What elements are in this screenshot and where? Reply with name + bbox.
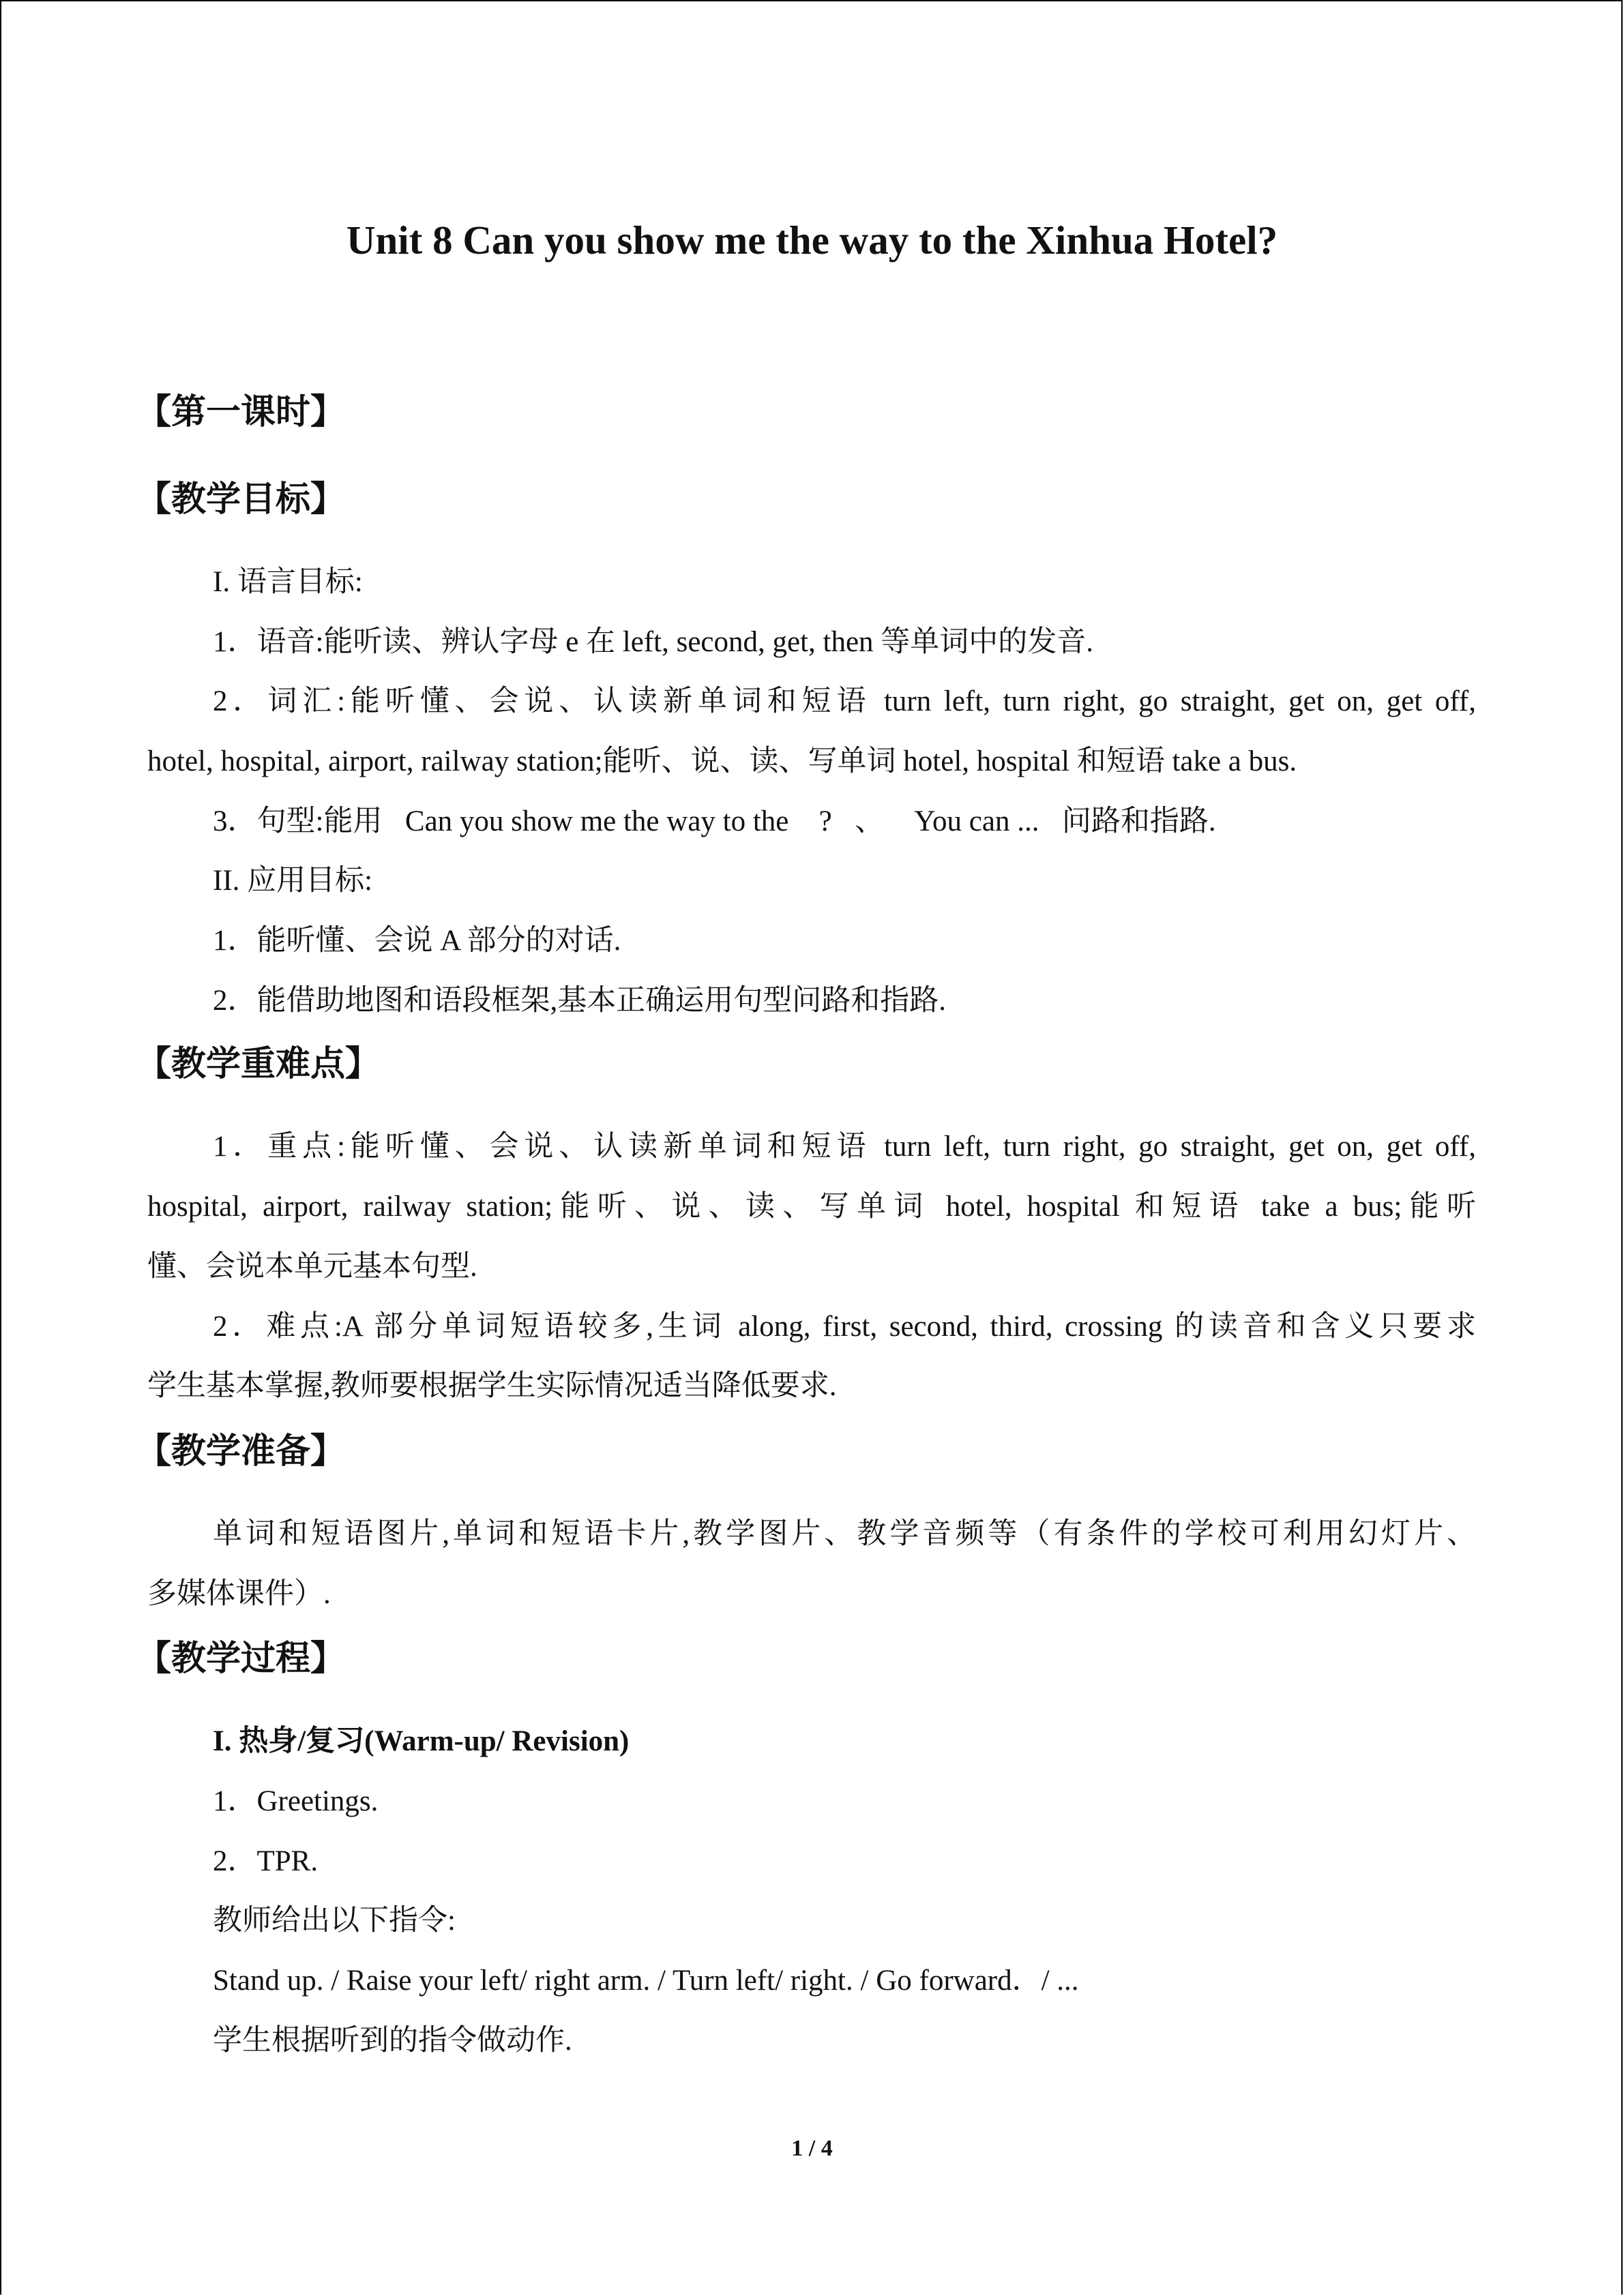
lesson-heading: 【第一课时】 xyxy=(136,392,346,432)
process-step-2: 2．TPR. xyxy=(213,1845,319,1877)
process-heading: 【教学过程】 xyxy=(136,1639,346,1679)
application-item-1: 1．能听懂、会说 A 部分的对话. xyxy=(213,925,621,957)
objective-item-2-line-2: hotel, hospital, airport, railway station;能听、说、读、写单词 hotel, hospital 和短语 take a bus. xyxy=(147,745,1297,777)
key-point-2-line-1: 2．难点:A 部分单词短语较多,生词 along, first, second, third, crossing 的读音和含义只要求 xyxy=(213,1311,1476,1343)
page-number: 1 / 4 xyxy=(791,2136,833,2161)
language-goal-label: I. 语言目标: xyxy=(213,566,363,598)
objective-item-1: 1．语音:能听读、辨认字母 e 在 left, second, get, then 等单词中的发音. xyxy=(213,626,1094,658)
objectives-heading: 【教学目标】 xyxy=(136,479,346,520)
process-step-title: I. 热身/复习(Warm-up/ Revision) xyxy=(213,1725,630,1757)
key-point-1-line-1: 1．重点:能听懂、会说、认读新单词和短语 turn left, turn right, go straight, get on, get off, xyxy=(213,1131,1476,1163)
key-point-2-line-2: 学生基本掌握,教师要根据学生实际情况适当降低要求. xyxy=(147,1370,837,1402)
document-title: Unit 8 Can you show me the way to the Xinhua Hotel? xyxy=(346,218,1278,263)
preparation-line-2: 多媒体课件）. xyxy=(147,1578,331,1610)
process-instruction: 教师给出以下指令: xyxy=(213,1905,456,1937)
key-point-1-line-3: 懂、会说本单元基本句型. xyxy=(147,1251,477,1283)
application-goal-label: II. 应用目标: xyxy=(213,865,373,897)
preparation-line-1: 单词和短语图片,单词和短语卡片,教学图片、教学音频等（有条件的学校可利用幻灯片、 xyxy=(213,1518,1476,1550)
process-response: 学生根据听到的指令做动作. xyxy=(213,2025,572,2057)
application-item-2: 2．能借助地图和语段框架,基本正确运用句型问路和指路. xyxy=(213,985,946,1017)
objective-item-2-line-1: 2．词汇:能听懂、会说、认读新单词和短语 turn left, turn right, go straight, get on, get off, xyxy=(213,685,1476,717)
key-point-1-line-2: hospital, airport, railway station;能听、说、读、写单词 hotel, hospital 和短语 take a bus;能听 xyxy=(147,1191,1476,1223)
process-commands: Stand up. / Raise your left/ right arm. / Turn left/ right. / Go forward．/ ... xyxy=(213,1965,1079,1997)
preparation-heading: 【教学准备】 xyxy=(136,1431,346,1472)
objective-item-3: 3．句型:能用􀀀Can you show me the way to the 􀀀?􀀀、 􀀀You can ...􀀀问路和指路. xyxy=(213,805,1216,837)
key-points-heading: 【教学重难点】 xyxy=(136,1044,381,1084)
process-step-1: 1．Greetings. xyxy=(213,1785,379,1817)
